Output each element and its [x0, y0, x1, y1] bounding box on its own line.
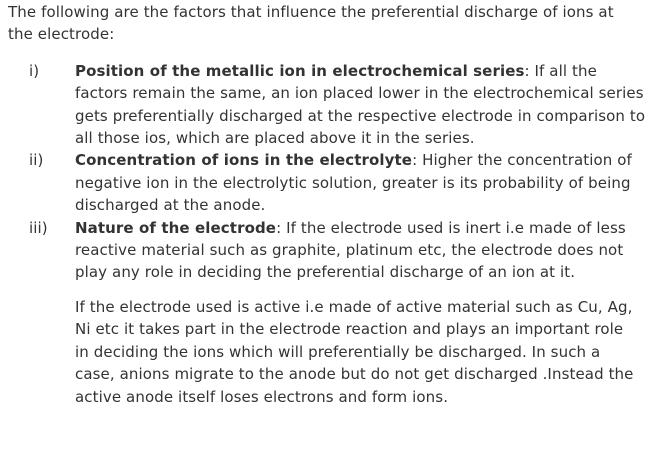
factor-item-3 [8, 217, 668, 284]
factor-description [75, 149, 668, 216]
factor-description [75, 60, 668, 150]
document-body [8, 1, 668, 408]
factor-description [75, 217, 668, 284]
factor-text: : If the electrode used is inert i.e made of less reactive material such as graphite, platinum etc, the electrode does not play any role in deciding the preferential discharge of an ion at it. [75, 218, 626, 282]
item-marker: iii) [29, 218, 48, 237]
factor-text: : Higher the concentration of negative ion in the electrolytic solution, greater is its probability of being discharged at the anode. [75, 151, 632, 215]
factor-term: Position of the metallic ion in electrochemical series [75, 61, 525, 80]
factor-item-2 [8, 149, 668, 216]
factor-term: Concentration of ions in the electrolyte [75, 151, 413, 170]
factor-term: Nature of the electrode [75, 218, 277, 237]
item-marker: i) [29, 61, 40, 80]
item-marker: ii) [29, 151, 44, 170]
factor-item-1 [8, 60, 668, 150]
intro-paragraph: The following are the factors that influence the preferential discharge of ions at the electrode: [8, 3, 614, 44]
active-electrode-paragraph: If the electrode used is active i.e made of active material such as Cu, Ag, Ni etc it takes part in the electrode reaction and plays an important role in deciding the ions which will preferentially be discharged. In such a case, anions migrate to the anode but do not get discharged .Instead the active anode itself loses electrons and form ions. [75, 297, 634, 406]
factor-text: : If all the factors remain the same, an ion placed lower in the electrochemical series gets preferentially discharged at the respective electrode in comparison to all those ios, which are placed above it in the series. [75, 61, 646, 148]
